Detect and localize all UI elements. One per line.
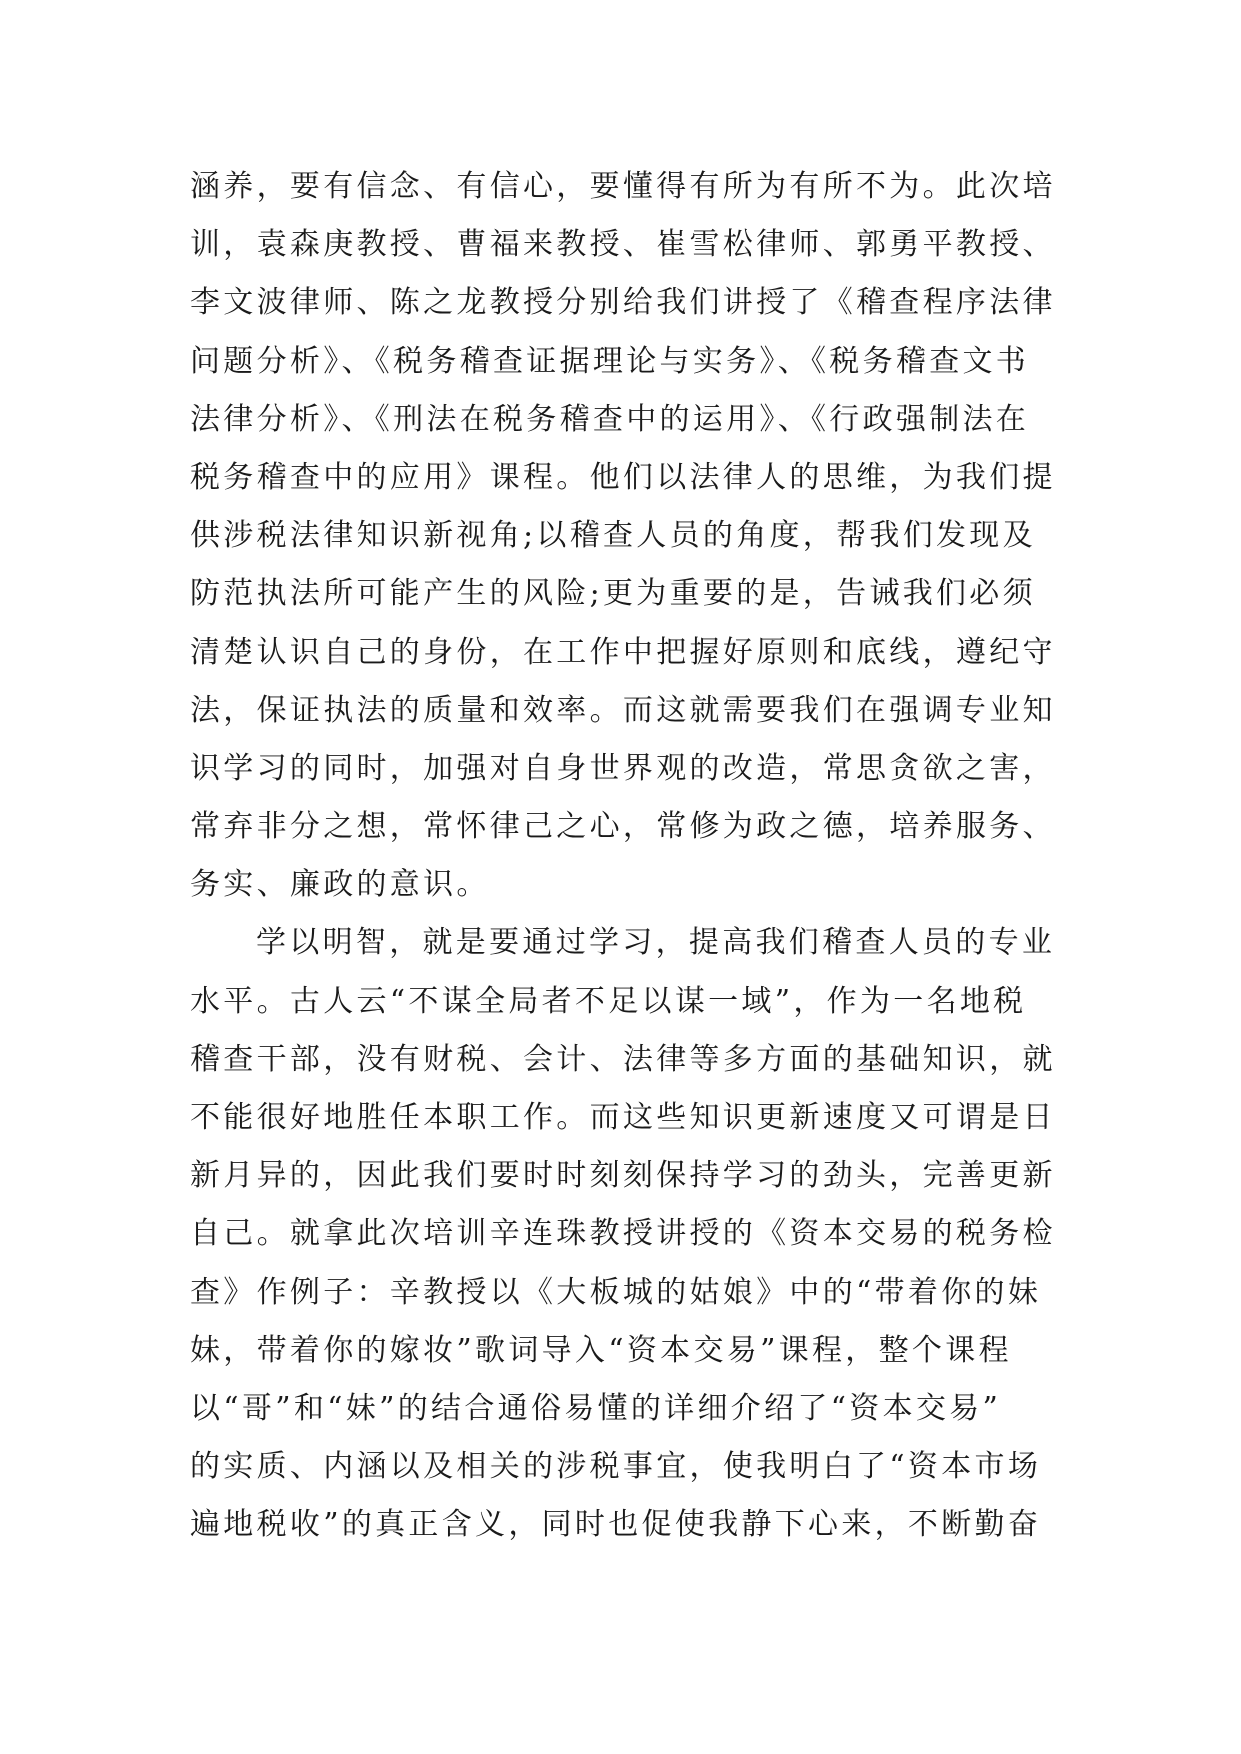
body-text: [190, 158, 1070, 1555]
text-line: 税务稽查中的应用》课程。他们以法律人的思维，为我们提: [190, 459, 1056, 495]
text-line: 查》作例子：辛教授以《大板城的姑娘》中的“带着你的妹: [190, 1274, 1042, 1310]
text-line: 务实、廉政的意识。: [190, 867, 490, 903]
text-line: 法，保证执法的质量和效率。而这就需要我们在强调专业知: [190, 692, 1056, 728]
text-line: 李文波律师、陈之龙教授分别给我们讲授了《稽查程序法律: [190, 285, 1056, 321]
text-line: 涵养，要有信念、有信心，要懂得有所为有所不为。此次培: [190, 169, 1056, 204]
text-line: 训，袁森庚教授、曹福来教授、崔雪松律师、郭勇平教授、: [190, 227, 1056, 263]
text-line: 自己。就拿此次培训辛连珠教授讲授的《资本交易的税务检: [190, 1216, 1056, 1252]
text-line: 妹，带着你的嫁妆”歌词导入“资本交易”课程，整个课程: [190, 1332, 1012, 1368]
text-line: 新月异的，因此我们要时时刻刻保持学习的劲头，完善更新: [190, 1158, 1056, 1194]
text-line: 问题分析》、《税务稽查证据理论与实务》、《税务稽查文书: [190, 343, 1030, 379]
text-line: 常弃非分之想，常怀律己之心，常修为政之德，培养服务、: [190, 809, 1056, 845]
text-line: 以“哥”和“妹”的结合通俗易懂的详细介绍了“资本交易”: [190, 1390, 1002, 1426]
text-line: 学以明智，就是要通过学习，提高我们稽查人员的专业: [256, 925, 1056, 961]
text-line: 的实质、内涵以及相关的涉税事宜，使我明白了“资本市场: [190, 1449, 1042, 1485]
text-line: 不能很好地胜任本职工作。而这些知识更新速度又可谓是日: [190, 1100, 1056, 1135]
text-line: 法律分析》、《刑法在税务稽查中的运用》、《行政强制法在: [190, 401, 1030, 437]
text-line: 清楚认识自己的身份，在工作中把握好原则和底线，遵纪守: [190, 634, 1056, 670]
text-line: 稽查干部，没有财税、会计、法律等多方面的基础知识，就: [190, 1041, 1056, 1077]
text-line: 供涉税法律知识新视角;以稽查人员的角度，帮我们发现及: [190, 518, 1036, 554]
text-line: 识学习的同时，加强对自身世界观的改造，常思贪欲之害，: [190, 750, 1056, 786]
text-line: 遍地税收”的真正含义，同时也促使我静下心来，不断勤奋: [190, 1507, 1042, 1543]
text-line: 防范执法所可能产生的风险;更为重要的是，告诫我们必须: [190, 576, 1036, 612]
text-line: 水平。古人云“不谋全局者不足以谋一域”，作为一名地税: [190, 983, 1027, 1019]
